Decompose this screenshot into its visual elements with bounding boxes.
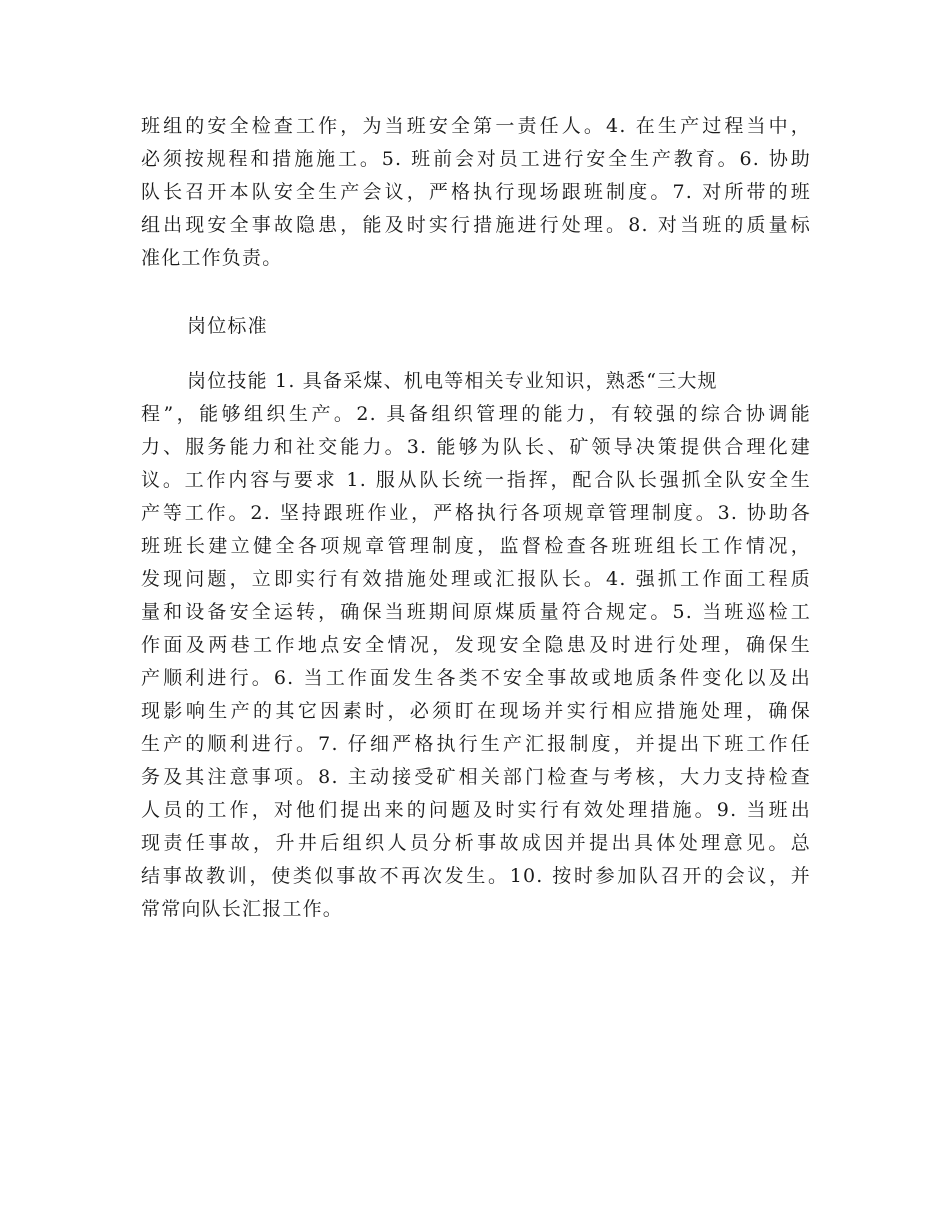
paragraph-line: 队长召开本队安全生产会议，严格执行现场跟班制度。7. 对所带的班 — [141, 181, 811, 203]
paragraph-line: 岗位技能 1. 具备采煤、机电等相关专业知识，熟悉“三大规 — [187, 370, 718, 392]
paragraph-line: 产顺利进行。6. 当工作面发生各类不安全事故或地质条件变化以及出 — [141, 667, 811, 689]
paragraph-line: 量和设备安全运转，确保当班期间原煤质量符合规定。5. 当班巡检工 — [141, 601, 811, 623]
section-heading: 岗位标准 — [187, 315, 268, 337]
paragraph-line: 现责任事故，升井后组织人员分析事故成因并提出具体处理意见。总 — [141, 832, 811, 854]
paragraph-line: 程”，能够组织生产。2. 具备组织管理的能力，有较强的综合协调能 — [141, 403, 811, 425]
paragraph-line: 结事故教训，使类似事故不再次发生。10. 按时参加队召开的会议，并 — [141, 865, 811, 887]
paragraph-line: 力、服务能力和社交能力。3. 能够为队长、矿领导决策提供合理化建 — [141, 436, 811, 458]
paragraph-line: 常常向队长汇报工作。 — [141, 898, 344, 920]
paragraph-standards — [141, 365, 811, 926]
paragraph-line: 产等工作。2. 坚持跟班作业，严格执行各项规章管理制度。3. 协助各 — [141, 502, 811, 524]
paragraph-line: 生产的顺利进行。7. 仔细严格执行生产汇报制度，并提出下班工作任 — [141, 733, 811, 755]
paragraph-line: 作面及两巷工作地点安全情况，发现安全隐患及时进行处理，确保生 — [141, 634, 811, 656]
paragraph-line: 准化工作负责。 — [141, 247, 283, 269]
section-heading-block — [141, 310, 811, 343]
paragraph-line: 议。工作内容与要求 1. 服从队长统一指挥，配合队长强抓全队安全生 — [141, 469, 811, 491]
paragraph-line: 发现问题，立即实行有效措施处理或汇报队长。4. 强抓工作面工程质 — [141, 568, 811, 590]
paragraph-line: 班班长建立健全各项规章管理制度，监督检查各班班组长工作情况， — [141, 535, 811, 557]
paragraph-line: 组出现安全事故隐患，能及时实行措施进行处理。8. 对当班的质量标 — [141, 214, 811, 236]
paragraph-line: 务及其注意事项。8. 主动接受矿相关部门检查与考核，大力支持检查 — [141, 766, 811, 788]
paragraph-line: 必须按规程和措施施工。5. 班前会对员工进行安全生产教育。6. 协助 — [141, 148, 811, 170]
paragraph-line: 班组的安全检查工作，为当班安全第一责任人。4. 在生产过程当中， — [141, 115, 811, 137]
paragraph-duties-continued — [141, 110, 811, 275]
paragraph-line: 人员的工作，对他们提出来的问题及时实行有效处理措施。9. 当班出 — [141, 799, 811, 821]
paragraph-line: 现影响生产的其它因素时，必须盯在现场并实行相应措施处理，确保 — [141, 700, 811, 722]
